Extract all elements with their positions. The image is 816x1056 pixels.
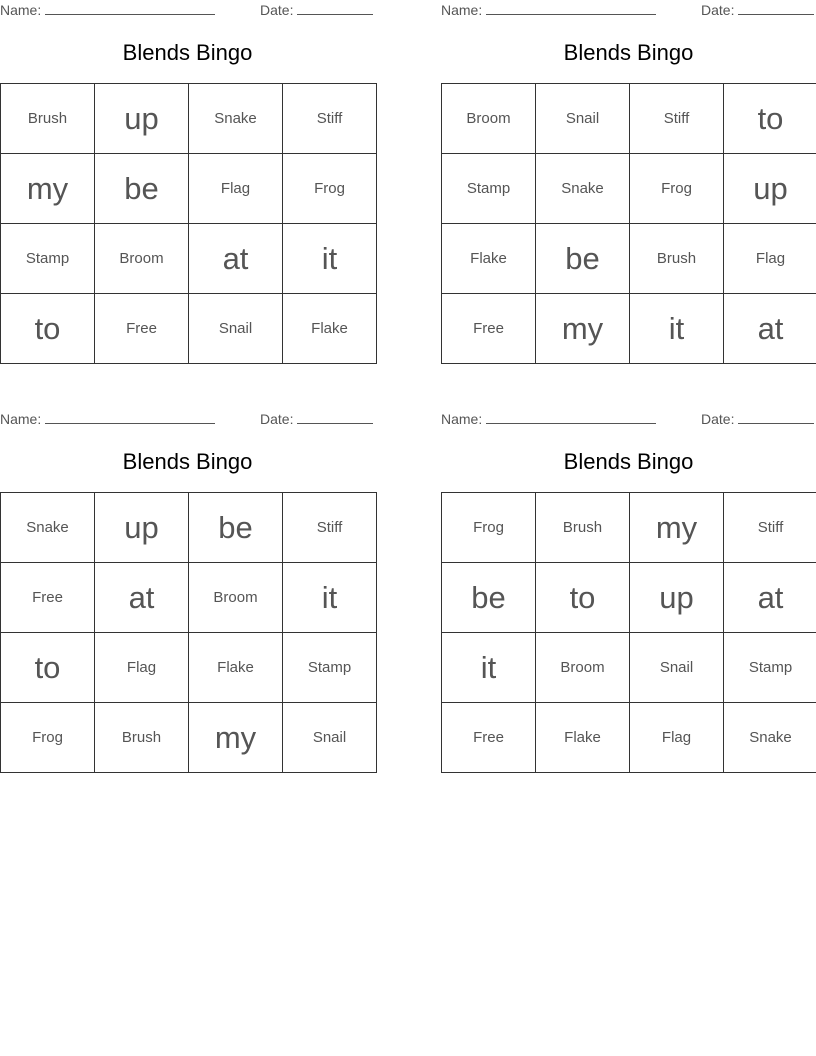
date-line — [738, 411, 814, 424]
bingo-grid — [0, 492, 377, 773]
bingo-cell[interactable]: my — [189, 703, 283, 773]
bingo-cell[interactable]: Flag — [189, 154, 283, 224]
bingo-cell[interactable]: at — [95, 563, 189, 633]
name-line — [45, 411, 215, 424]
bingo-cell[interactable]: Brush — [536, 493, 630, 563]
bingo-cell[interactable]: Frog — [630, 154, 724, 224]
name-label: Name: — [441, 2, 483, 18]
bingo-row — [1, 224, 377, 294]
name-date-header — [0, 411, 375, 429]
name-label: Name: — [0, 411, 42, 427]
date-field[interactable] — [701, 2, 814, 18]
bingo-row — [1, 84, 377, 154]
bingo-cell[interactable]: Free — [442, 294, 536, 364]
bingo-cell[interactable]: it — [442, 633, 536, 703]
date-label: Date: — [701, 2, 735, 18]
bingo-cell[interactable]: to — [1, 294, 95, 364]
date-line — [297, 2, 373, 15]
bingo-cell[interactable]: Free — [1, 563, 95, 633]
bingo-cell[interactable]: Snake — [724, 703, 816, 773]
bingo-row — [1, 633, 377, 703]
bingo-cell[interactable]: Stamp — [283, 633, 377, 703]
bingo-cell[interactable]: Broom — [442, 84, 536, 154]
bingo-row — [442, 154, 816, 224]
card-title: Blends Bingo — [122, 449, 253, 474]
date-field[interactable] — [260, 2, 373, 18]
card-title: Blends Bingo — [563, 449, 694, 474]
bingo-cell[interactable]: Snake — [1, 493, 95, 563]
bingo-cell[interactable]: Broom — [189, 563, 283, 633]
bingo-grid — [0, 83, 377, 364]
bingo-cell[interactable]: it — [283, 224, 377, 294]
date-field[interactable] — [260, 411, 373, 427]
bingo-cell[interactable]: be — [442, 563, 536, 633]
bingo-cell[interactable]: Flake — [189, 633, 283, 703]
bingo-cell[interactable]: Stamp — [442, 154, 536, 224]
bingo-cell[interactable]: Frog — [1, 703, 95, 773]
name-date-header — [441, 2, 816, 20]
bingo-row — [442, 563, 816, 633]
bingo-cell[interactable]: Flag — [724, 224, 816, 294]
bingo-cell[interactable]: Snail — [630, 633, 724, 703]
bingo-cell[interactable]: it — [283, 563, 377, 633]
bingo-cell[interactable]: Brush — [1, 84, 95, 154]
bingo-cell[interactable]: up — [630, 563, 724, 633]
bingo-cell[interactable]: up — [95, 84, 189, 154]
bingo-row — [1, 703, 377, 773]
bingo-row — [442, 224, 816, 294]
bingo-cell[interactable]: Stiff — [283, 84, 377, 154]
bingo-cell[interactable]: be — [95, 154, 189, 224]
bingo-cell[interactable]: my — [630, 493, 724, 563]
bingo-cell[interactable]: Snake — [189, 84, 283, 154]
bingo-cell[interactable]: Flag — [95, 633, 189, 703]
bingo-cell[interactable]: Snail — [536, 84, 630, 154]
bingo-row — [442, 703, 816, 773]
name-field[interactable] — [0, 2, 215, 18]
bingo-cell[interactable]: Stamp — [724, 633, 816, 703]
bingo-cell[interactable]: it — [630, 294, 724, 364]
bingo-cell[interactable]: Broom — [536, 633, 630, 703]
bingo-cell[interactable]: my — [1, 154, 95, 224]
name-date-header — [0, 2, 375, 20]
bingo-cell[interactable]: Snake — [536, 154, 630, 224]
bingo-row — [442, 493, 816, 563]
bingo-cell[interactable]: at — [724, 294, 816, 364]
bingo-cell[interactable]: at — [724, 563, 816, 633]
bingo-cell[interactable]: to — [1, 633, 95, 703]
bingo-cell[interactable]: Flake — [283, 294, 377, 364]
name-line — [486, 2, 656, 15]
card-title: Blends Bingo — [122, 40, 253, 65]
name-date-header — [441, 411, 816, 429]
bingo-cell[interactable]: Frog — [442, 493, 536, 563]
date-label: Date: — [260, 2, 294, 18]
name-field[interactable] — [441, 2, 656, 18]
bingo-cell[interactable]: at — [189, 224, 283, 294]
bingo-row — [1, 154, 377, 224]
bingo-cell[interactable]: Frog — [283, 154, 377, 224]
bingo-cell[interactable]: Stiff — [630, 84, 724, 154]
date-field[interactable] — [701, 411, 814, 427]
bingo-cell[interactable]: Stiff — [283, 493, 377, 563]
name-line — [486, 411, 656, 424]
bingo-cell[interactable]: to — [724, 84, 816, 154]
bingo-row — [1, 294, 377, 364]
bingo-cell[interactable]: Flake — [442, 224, 536, 294]
bingo-cell[interactable]: Stiff — [724, 493, 816, 563]
bingo-cell[interactable]: to — [536, 563, 630, 633]
date-label: Date: — [260, 411, 294, 427]
bingo-grid — [441, 83, 816, 364]
name-line — [45, 2, 215, 15]
bingo-cell[interactable]: Flake — [536, 703, 630, 773]
bingo-cell[interactable]: Snail — [189, 294, 283, 364]
bingo-cell[interactable]: be — [189, 493, 283, 563]
name-field[interactable] — [0, 411, 215, 427]
bingo-cell[interactable]: Stamp — [1, 224, 95, 294]
date-label: Date: — [701, 411, 735, 427]
bingo-cell[interactable]: my — [536, 294, 630, 364]
card-title: Blends Bingo — [563, 40, 694, 65]
name-label: Name: — [441, 411, 483, 427]
bingo-row — [1, 493, 377, 563]
bingo-cell[interactable]: Snail — [283, 703, 377, 773]
bingo-cell[interactable]: Free — [95, 294, 189, 364]
date-line — [738, 2, 814, 15]
bingo-cell[interactable]: be — [536, 224, 630, 294]
bingo-grid — [441, 492, 816, 773]
bingo-row — [1, 563, 377, 633]
bingo-row — [442, 633, 816, 703]
bingo-cell[interactable]: Brush — [630, 224, 724, 294]
bingo-row — [442, 294, 816, 364]
bingo-cell[interactable]: up — [95, 493, 189, 563]
name-field[interactable] — [441, 411, 656, 427]
bingo-cell[interactable]: Broom — [95, 224, 189, 294]
bingo-cell[interactable]: Free — [442, 703, 536, 773]
bingo-row — [442, 84, 816, 154]
name-label: Name: — [0, 2, 42, 18]
bingo-cell[interactable]: up — [724, 154, 816, 224]
bingo-cell[interactable]: Flag — [630, 703, 724, 773]
date-line — [297, 411, 373, 424]
bingo-cell[interactable]: Brush — [95, 703, 189, 773]
